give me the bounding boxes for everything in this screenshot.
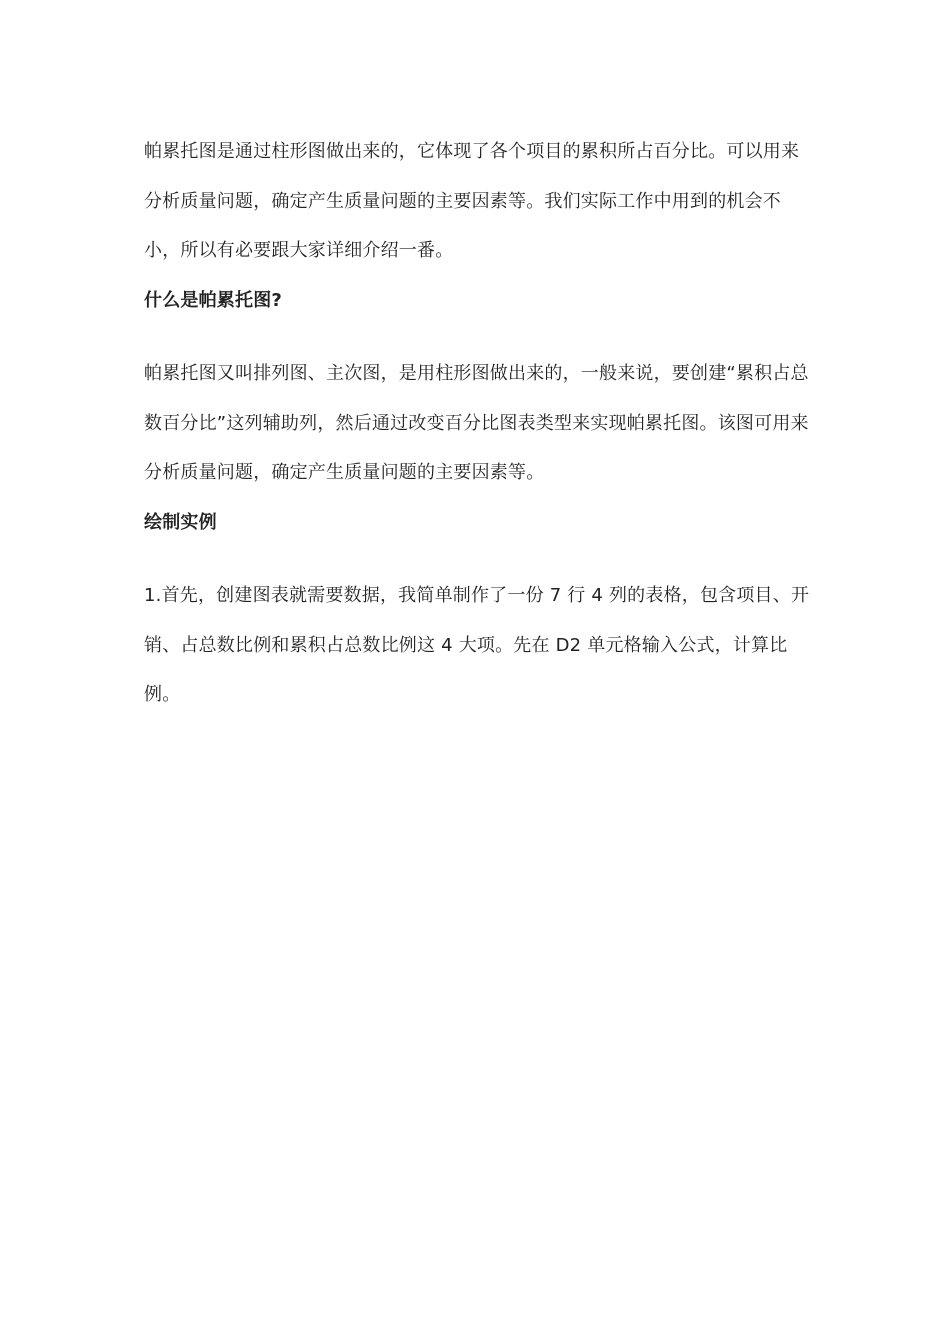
section-heading-example: 绘制实例 [144,511,217,533]
document-body [144,127,814,720]
step-one-paragraph: 1.首先，创建图表就需要数据，我简单制作了一份 7 行 4 列的表格，包含项目、开销、占总数比例和累积占总数比例这 4 大项。先在 D2 单元格输入公式，计算比例。 [144,585,810,705]
heading-spacer [144,547,814,571]
intro-paragraph: 帕累托图是通过柱形图做出来的，它体现了各个项目的累积所占百分比。可以用来分析质量问题，确定产生质量问题的主要因素等。我们实际工作中用到的机会不小，所以有必要跟大家详细介绍一番。 [144,141,800,261]
definition-paragraph: 帕累托图又叫排列图、主次图，是用柱形图做出来的，一般来说，要创建“累积占总数百分比”这列辅助列，然后通过改变百分比图表类型来实现帕累托图。该图可用来分析质量问题，确定产生质量问题的主要因素等。 [144,363,809,483]
heading-spacer [144,325,814,349]
section-heading-what-is-pareto: 什么是帕累托图? [144,289,283,311]
